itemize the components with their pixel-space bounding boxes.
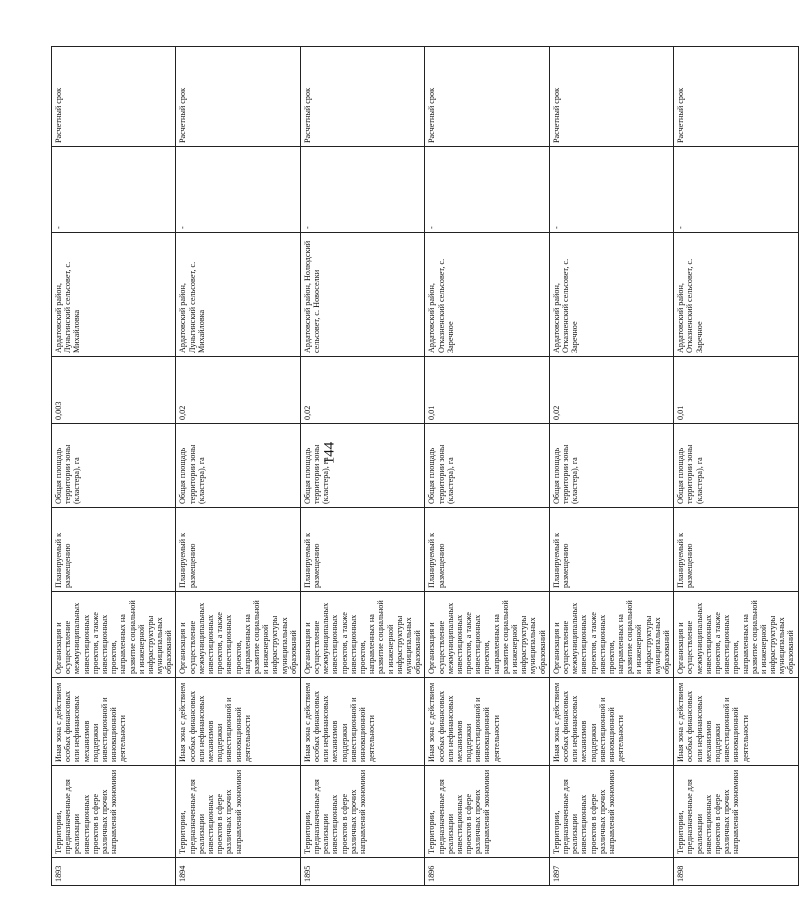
characteristic-name: Общая площадь территории зоны (кластера), га [674, 424, 798, 508]
zone-status: Планируемый к размещению [425, 508, 549, 592]
characteristic-name: Общая площадь территории зоны (кластера), га [300, 424, 424, 508]
zone-extra: - [674, 147, 798, 233]
zone-type: Иная зона с действием особых финансовых или нефинансовых механизмов поддержки инвестиционной и инновационной деятельности [549, 678, 673, 766]
zone-name: Территории, предназначенные для реализации инвестиционных проектов в сфере различных прочих направлений экономики [674, 766, 798, 858]
zone-location: Ардатовский район, Луньгинский сельсовет, с. Михайловка [176, 233, 300, 357]
row-number: 1895 [300, 858, 424, 886]
characteristic-value: 0,02 [300, 357, 424, 424]
zone-name: Территории, предназначенные для реализации инвестиционных проектов в сфере различных прочих направлений экономики [425, 766, 549, 858]
zone-purpose: Организация и осуществление межмуниципальных инвестиционных проектов, а также инвестиционных проектов, направленных на развитие социальной и инженерной инфраструктуры муниципальных образований [52, 592, 176, 678]
zone-term: Расчетный срок [674, 47, 798, 147]
zones-table [51, 46, 799, 886]
zone-purpose: Организация и осуществление межмуниципальных инвестиционных проектов, а также инвестиционных проектов, направленных на развитие социальной и инженерной инфраструктуры муниципальных образований [300, 592, 424, 678]
zone-name: Территории, предназначенные для реализации инвестиционных проектов в сфере различных прочих направлений экономики [300, 766, 424, 858]
zone-name: Территории, предназначенные для реализации инвестиционных проектов в сфере различных прочих направлений экономики [549, 766, 673, 858]
zone-term: Расчетный срок [425, 47, 549, 147]
characteristic-name: Общая площадь территории зоны (кластера), га [176, 424, 300, 508]
zone-status: Планируемый к размещению [300, 508, 424, 592]
zone-purpose: Организация и осуществление межмуниципальных инвестиционных проектов, а также инвестиционных проектов, направленных на развитие социальной и инженерной инфраструктуры муниципальных образований [176, 592, 300, 678]
characteristic-value: 0,02 [176, 357, 300, 424]
characteristic-value: 0,01 [674, 357, 798, 424]
zone-name: Территории, предназначенные для реализации инвестиционных проектов в сфере различных прочих направлений экономики [52, 766, 176, 858]
zone-type: Иная зона с действием особых финансовых или нефинансовых механизмов поддержки инвестиционной и инновационной деятельности [300, 678, 424, 766]
zone-location: Ардатовский район, Отказненский сельсовет, с. Заречное [549, 233, 673, 357]
row-number: 1897 [549, 858, 673, 886]
characteristic-value: 0,02 [549, 357, 673, 424]
row-number: 1893 [52, 858, 176, 886]
zone-status: Планируемый к размещению [176, 508, 300, 592]
table-row [549, 47, 673, 886]
row-number: 1896 [425, 858, 549, 886]
characteristic-value: 0,003 [52, 357, 176, 424]
zone-extra: - [300, 147, 424, 233]
zone-purpose: Организация и осуществление межмуниципальных инвестиционных проектов, а также инвестиционных проектов, направленных на развитие социальной и инженерной инфраструктуры муниципальных образований [549, 592, 673, 678]
zone-purpose: Организация и осуществление межмуниципальных инвестиционных проектов, а также инвестиционных проектов, направленных на развитие социальной и инженерной инфраструктуры муниципальных образований [674, 592, 798, 678]
zone-type: Иная зона с действием особых финансовых или нефинансовых механизмов поддержки инвестиционной и инновационной деятельности [425, 678, 549, 766]
zone-extra: - [425, 147, 549, 233]
zone-location: Ардатовский район, Нолюдский сельсовет, с. Новоселки [300, 233, 424, 357]
zone-name: Территории, предназначенные для реализации инвестиционных проектов в сфере различных прочих направлений экономики [176, 766, 300, 858]
zone-location: Ардатовский район, Отказненский сельсовет, с. Заречное [674, 233, 798, 357]
zone-status: Планируемый к размещению [549, 508, 673, 592]
table-row [52, 47, 176, 886]
zone-extra: - [549, 147, 673, 233]
page-number: 144 [321, 441, 338, 465]
characteristic-name: Общая площадь территории зоны (кластера), га [425, 424, 549, 508]
zone-location: Ардатовский район, Луньгинский сельсовет, с. Михайловка [52, 233, 176, 357]
zone-purpose: Организация и осуществление межмуниципальных инвестиционных проектов, а также инвестиционных проектов, направленных на развитие социальной и инженерной инфраструктуры муниципальных образований [425, 592, 549, 678]
zone-location: Ардатовский район, Отказненский сельсовет, с. Заречное [425, 233, 549, 357]
zone-term: Расчетный срок [300, 47, 424, 147]
zone-extra: - [52, 147, 176, 233]
zone-extra: - [176, 147, 300, 233]
zone-type: Иная зона с действием особых финансовых или нефинансовых механизмов поддержки инвестиционной и инновационной деятельности [674, 678, 798, 766]
table-row [300, 47, 424, 886]
zone-type: Иная зона с действием особых финансовых или нефинансовых механизмов поддержки инвестиционной и инновационной деятельности [176, 678, 300, 766]
zone-type: Иная зона с действием особых финансовых или нефинансовых механизмов поддержки инвестиционной и инновационной деятельности [52, 678, 176, 766]
table-row [425, 47, 549, 886]
zone-status: Планируемый к размещению [52, 508, 176, 592]
table-row [176, 47, 300, 886]
zone-term: Расчетный срок [176, 47, 300, 147]
table-row [674, 47, 798, 886]
characteristic-name: Общая площадь территории зоны (кластера), га [549, 424, 673, 508]
rotated-table-container [51, 47, 796, 886]
characteristic-name: Общая площадь территории зоны (кластера), га [52, 424, 176, 508]
row-number: 1894 [176, 858, 300, 886]
zone-term: Расчетный срок [52, 47, 176, 147]
characteristic-value: 0,01 [425, 357, 549, 424]
zone-status: Планируемый к размещению [674, 508, 798, 592]
zone-term: Расчетный срок [549, 47, 673, 147]
row-number: 1898 [674, 858, 798, 886]
